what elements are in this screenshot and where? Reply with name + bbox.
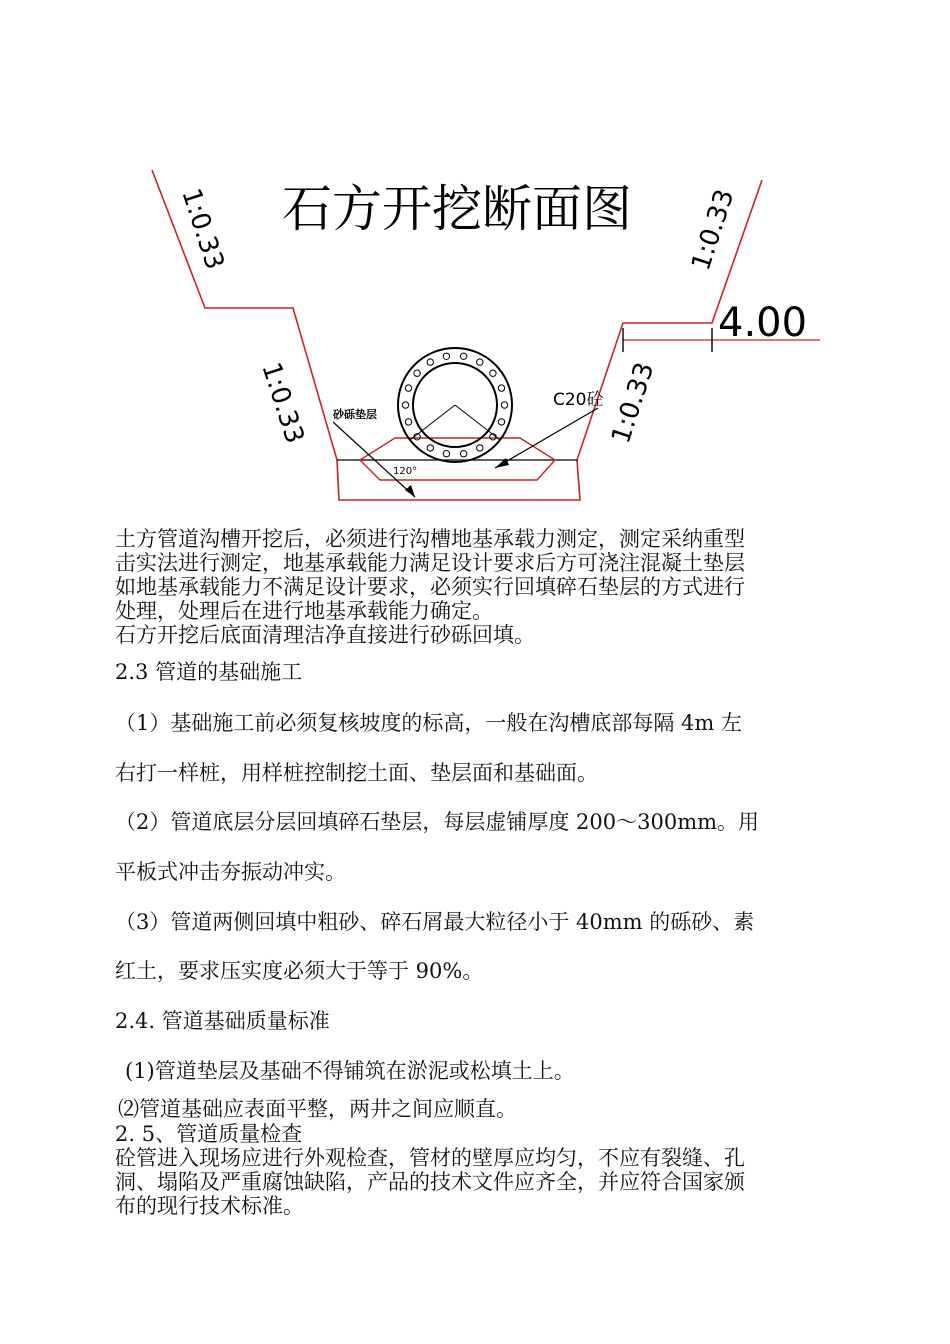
- item-2-line-1: （2）管道底层分层回填碎石垫层，每层虚铺厚度 200～300mm。用: [115, 810, 760, 834]
- rebar-dot: [405, 385, 411, 391]
- item-3-line-1: （3）管道两侧回填中粗砂、碎石屑最大粒径小于 40mm 的砾砂、素: [115, 910, 755, 934]
- rebar-dot: [498, 419, 504, 425]
- rebar-dot: [427, 445, 433, 451]
- excavation-paragraph: [115, 527, 845, 647]
- sand-layer-label: 砂砾垫层: [333, 408, 377, 421]
- slope-label-bottom-right: 1:0.33: [606, 358, 661, 448]
- item-1-line-2: 右打一样桩，用样桩控制挖土面、垫层面和基础面。: [115, 761, 598, 785]
- rebar-dot: [443, 353, 449, 359]
- excavation-line: 击实法进行测定，地基承载能力满足设计要求后方可浇注混凝土垫层: [115, 551, 745, 575]
- rebar-dot: [443, 451, 449, 457]
- standard-1: (1)管道垫层及基础不得铺筑在淤泥或松填土上。: [125, 1059, 575, 1083]
- rebar-dot: [427, 359, 433, 365]
- rebar-dot: [402, 402, 408, 408]
- rebar-dot: [477, 359, 483, 365]
- cradle-angle-label: 120°: [393, 466, 418, 477]
- rebar-dot: [460, 353, 466, 359]
- quality-check-section: [115, 1122, 845, 1218]
- heading-2-3: 2.3 管道的基础施工: [115, 660, 303, 684]
- excavation-section-drawing: [0, 150, 950, 510]
- rebar-dot: [501, 402, 507, 408]
- rebar-dot: [498, 385, 504, 391]
- standard-2: ⑵管道基础应表面平整，两井之间应顺直。: [118, 1097, 517, 1121]
- drawing-title: 石方开挖断面图: [282, 180, 632, 238]
- concrete-label: C20砼: [553, 390, 604, 410]
- excavation-line: 处理，处理后在进行地基承载能力确定。: [115, 599, 493, 623]
- check-line: 洞、塌陷及严重腐蚀缺陷，产品的技术文件应齐全，并应符合国家颁: [115, 1170, 745, 1194]
- slope-label-top-left: 1:0.33: [175, 184, 230, 274]
- item-3-line-2: 红土，要求压实度必须大于等于 90%。: [115, 959, 484, 983]
- check-line: 布的现行技术标准。: [115, 1194, 304, 1218]
- rebar-dot: [490, 370, 496, 376]
- heading-2-4: 2.4. 管道基础质量标准: [115, 1009, 330, 1033]
- rock-clean-line: 石方开挖后底面清理洁净直接进行砂砾回填。: [115, 623, 535, 647]
- check-line: 砼管进入现场应进行外观检查，管材的壁厚应均匀，不应有裂缝、孔: [115, 1146, 745, 1170]
- rebar-dot: [414, 370, 420, 376]
- slope-label-top-right: 1:0.33: [686, 185, 741, 275]
- rebar-dot: [460, 451, 466, 457]
- excavation-line: 如地基承载能力不满足设计要求，必须实行回填碎石垫层的方式进行: [115, 575, 745, 599]
- heading-2-5: 2. 5、管道质量检查: [115, 1122, 303, 1146]
- excavation-line: 土方管道沟槽开挖后，必须进行沟槽地基承载力测定，测定采纳重型: [115, 527, 745, 551]
- item-2-line-2: 平板式冲击夯振动冲实。: [115, 860, 346, 884]
- rebar-dot: [477, 445, 483, 451]
- item-1-line-1: （1）基础施工前必须复核坡度的标高，一般在沟槽底部每隔 4m 左: [115, 711, 742, 735]
- slope-label-bottom-left: 1:0.33: [255, 358, 310, 448]
- rebar-dot: [405, 419, 411, 425]
- dimension-label: 4.00: [718, 300, 808, 346]
